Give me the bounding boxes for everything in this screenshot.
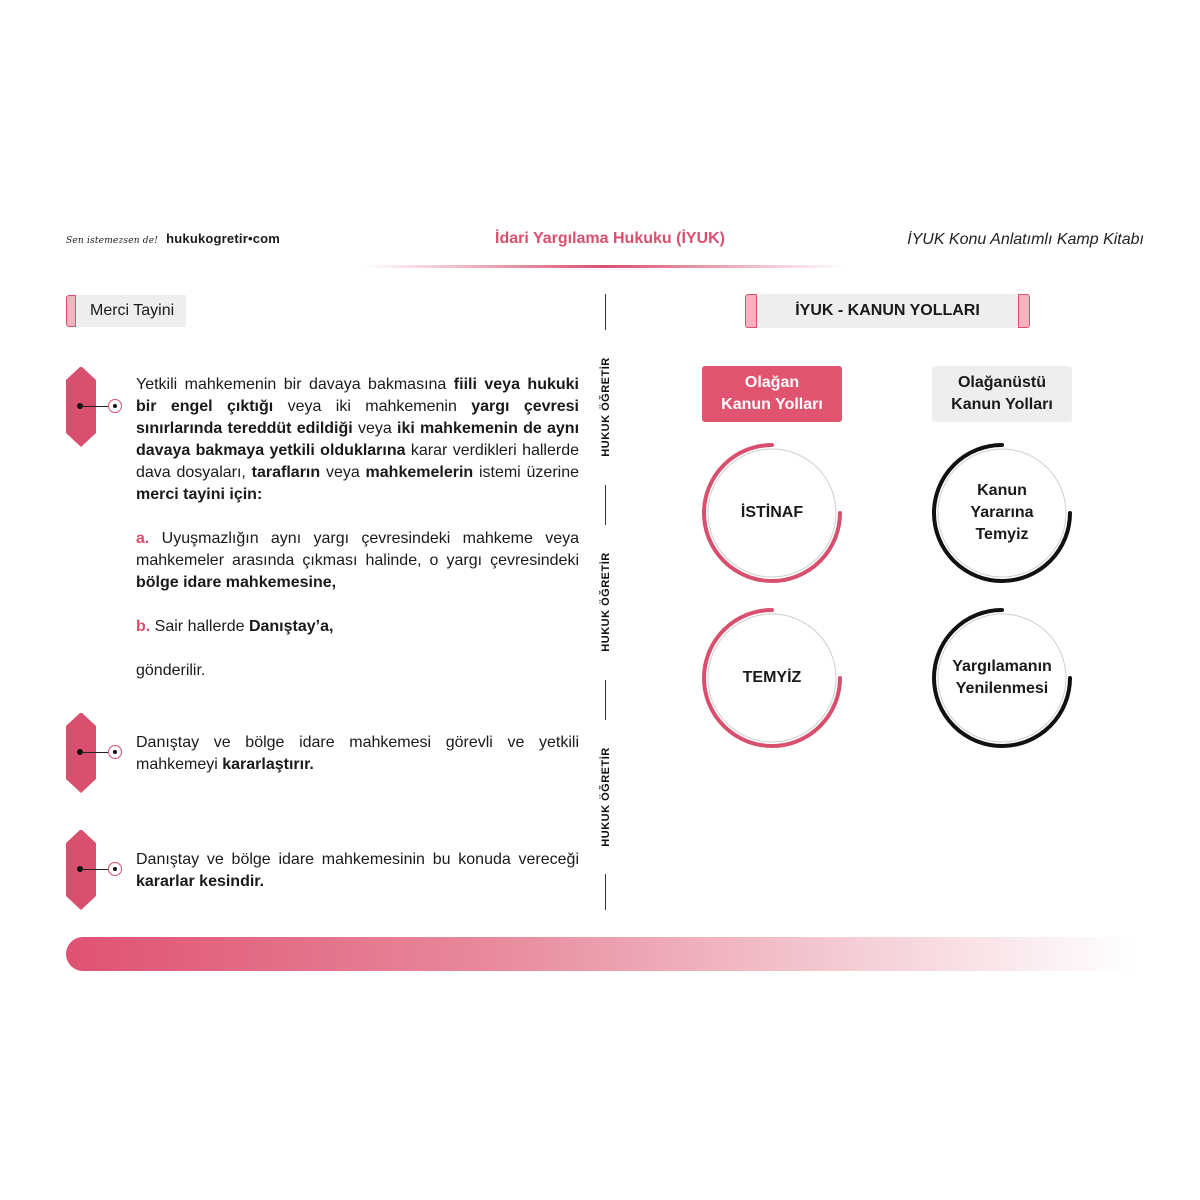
p2-text <box>136 734 579 773</box>
kanun-yararina-label: Kanun Yararına Temyiz <box>970 482 1034 543</box>
p1-segment: merci tayini için: <box>136 486 263 503</box>
side-label-1 <box>596 352 616 462</box>
kanun-yollari-tab <box>745 294 1030 328</box>
bullet-ring-2 <box>108 745 122 759</box>
header-divider <box>365 265 845 268</box>
bullet-ribbon-2 <box>66 713 96 779</box>
paragraph-b <box>136 616 579 638</box>
ribbon-notch <box>66 829 96 843</box>
divider-segment <box>605 294 606 330</box>
p3-segment: Danıştay ve bölge idare mahkemesinin bu konuda vereceği <box>136 851 579 868</box>
ordinary-remedies-box <box>702 366 842 422</box>
p3-text <box>136 851 579 890</box>
divider-segment <box>605 680 606 720</box>
p1-segment: karar verdikleri hallerde dava dosyaları, <box>136 442 579 481</box>
bullet-ring-1 <box>108 399 122 413</box>
temyiz-circle <box>702 608 842 748</box>
p1-segment: veya iki mahkemenin <box>273 398 472 415</box>
p3-segment: kararlar kesindir. <box>136 873 265 890</box>
header-title: İdari Yargılama Hukuku (İYUK) <box>495 230 725 247</box>
section-tab <box>66 295 186 327</box>
pa-segment: Uyuşmazlığın aynı yargı çevresindeki mahkeme veya mahkemeler arasında çıkması halinde, o yargı çevresindeki <box>136 530 579 569</box>
letter-b: b. <box>136 618 151 635</box>
p1-segment: mahkemelerin <box>365 464 474 481</box>
p2-segment: kararlaştırır. <box>222 756 314 773</box>
extraordinary-remedies-box <box>932 366 1072 422</box>
bullet-ribbon-3 <box>66 830 96 896</box>
footer-gradient-bar <box>66 937 1136 971</box>
brand-name: hukukogretir•com <box>166 231 281 246</box>
bullet-ring-3 <box>108 862 122 876</box>
ordinary-remedies-label: Olağan Kanun Yolları <box>721 374 823 413</box>
brand-logo <box>66 231 280 246</box>
kanun-yararina-circle <box>932 443 1072 583</box>
tab-edge-left <box>745 294 757 328</box>
section-tab-edge <box>66 295 76 327</box>
paragraph-a <box>136 528 579 594</box>
bullet-connector-3 <box>82 869 108 870</box>
p1-segment: fiili veya hukuki bir engel çıktığı <box>136 376 579 415</box>
p1-segment: veya <box>352 420 398 437</box>
ribbon-notch <box>66 712 96 726</box>
letter-a: a. <box>136 530 150 547</box>
yargilamanin-label: Yargılamanın Yenilenmesi <box>952 658 1052 697</box>
section-title: Merci Tayini <box>76 295 186 327</box>
p1-segment: istemi üzerine <box>473 464 580 481</box>
extraordinary-remedies-label: Olağanüstü Kanun Yolları <box>951 374 1053 413</box>
p1-segment: veya <box>320 464 366 481</box>
divider-segment <box>605 485 606 525</box>
b-text <box>150 618 333 635</box>
paragraph-kesindir <box>136 849 579 893</box>
ribbon-tip <box>66 896 96 910</box>
paragraph-gonderilir: gönderilir. <box>136 662 206 679</box>
tab-edge-right <box>1018 294 1030 328</box>
p1-segment: iki mahkemenin de aynı davaya bakmaya yetkili olduklarına <box>136 420 580 459</box>
kanun-yollari-title: İYUK - KANUN YOLLARI <box>757 294 1018 328</box>
book-title: İYUK Konu Anlatımlı Kamp Kitabı <box>907 231 1144 248</box>
side-label-2 <box>596 547 616 657</box>
brand-tagline: Sen istemezsen de! <box>66 236 159 246</box>
istinaf-circle <box>702 443 842 583</box>
paragraph-merci-tayini <box>136 374 579 506</box>
p1-text <box>136 376 579 503</box>
pb-segment: Danıştay’a, <box>248 618 334 635</box>
bullet-ribbon-1 <box>66 367 96 433</box>
ribbon-tip <box>66 433 96 447</box>
paragraph-kararlastirir <box>136 732 579 776</box>
p2-segment: Danıştay ve bölge idare mahkemesi görevli ve yetkili mahkemeyi <box>136 734 579 773</box>
bullet-connector-2 <box>82 752 108 753</box>
side-label-text: HUKUK ÖĞRETİR <box>600 747 612 847</box>
temyiz-label: TEMYİZ <box>742 669 802 686</box>
divider-segment <box>605 874 606 910</box>
a-text <box>136 530 579 591</box>
p1-segment: yargı çevresi sınırlarında tereddüt edildiği <box>136 398 579 437</box>
side-label-text: HUKUK ÖĞRETİR <box>600 357 612 457</box>
pa-segment: bölge idare mahkemesine, <box>136 574 337 591</box>
ribbon-tip <box>66 779 96 793</box>
p1-segment: tarafların <box>251 464 321 481</box>
ribbon-notch <box>66 366 96 380</box>
side-label-text: HUKUK ÖĞRETİR <box>600 552 612 652</box>
yargilamanin-circle <box>932 608 1072 748</box>
istinaf-label: İSTİNAF <box>740 504 804 521</box>
side-label-3 <box>596 742 616 852</box>
bullet-connector-1 <box>82 406 108 407</box>
pb-segment: Sair hallerde <box>150 618 249 635</box>
p1-segment: Yetkili mahkemenin bir davaya bakmasına <box>136 376 454 393</box>
